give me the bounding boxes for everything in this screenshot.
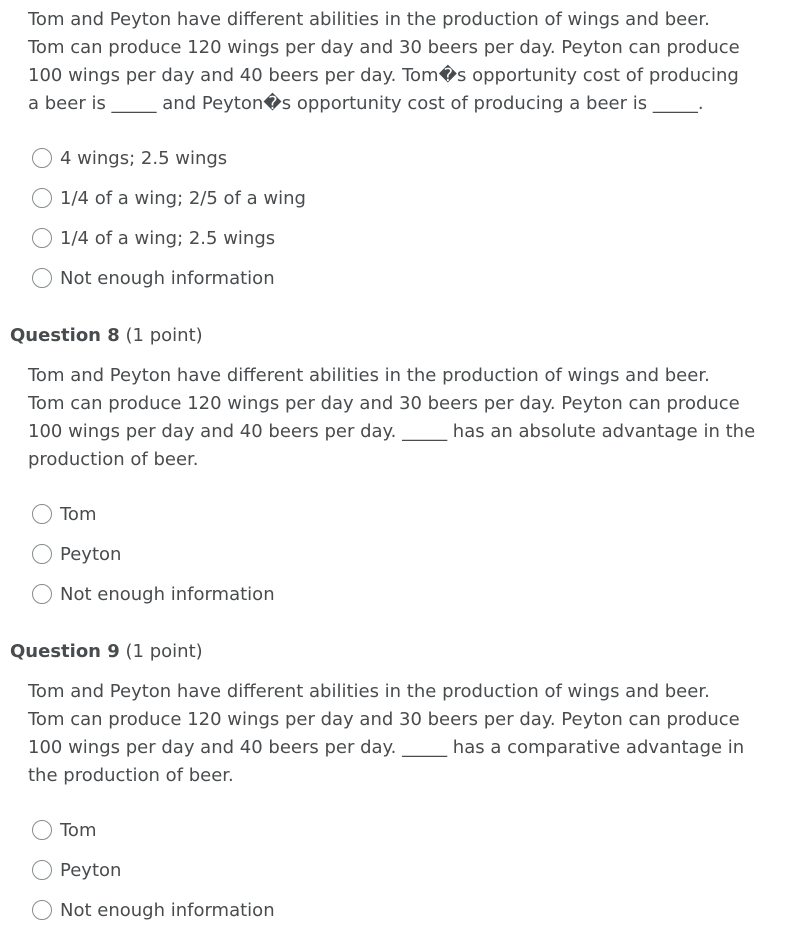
question-8-heading <box>10 324 203 348</box>
question-9-options <box>32 810 275 930</box>
question-title: Question 9 <box>10 641 120 662</box>
question-title: Question 8 <box>10 325 120 346</box>
question-8-option-3[interactable] <box>32 574 275 614</box>
question-text-line: Tom and Peyton have different abilities in the production of wings and beer. <box>28 9 710 30</box>
question-7-options <box>32 138 306 298</box>
option-label[interactable]: Tom <box>60 503 97 525</box>
option-label[interactable]: Peyton <box>60 859 122 881</box>
question-8-option-1[interactable] <box>32 494 275 534</box>
question-9-option-1[interactable] <box>32 810 275 850</box>
option-label[interactable]: Not enough information <box>60 267 275 289</box>
question-text-line: Tom can produce 120 wings per day and 30 beers per day. Peyton can produce <box>28 393 740 414</box>
question-text-line: Tom can produce 120 wings per day and 30 beers per day. Peyton can produce <box>28 709 740 730</box>
question-9-option-2[interactable] <box>32 850 275 890</box>
radio-button[interactable] <box>32 820 52 840</box>
radio-button[interactable] <box>32 268 52 288</box>
question-text-line: Tom and Peyton have different abilities in the production of wings and beer. <box>28 365 710 386</box>
radio-button[interactable] <box>32 544 52 564</box>
question-7-option-1[interactable] <box>32 138 306 178</box>
radio-button[interactable] <box>32 188 52 208</box>
question-8-options <box>32 494 275 614</box>
option-label[interactable]: Peyton <box>60 543 122 565</box>
question-7-option-2[interactable] <box>32 178 306 218</box>
question-text-line: Tom can produce 120 wings per day and 30 beers per day. Peyton can produce <box>28 37 740 58</box>
question-text-line: a beer is _____ and Peyton�s opportunity cost of producing a beer is _____. <box>28 93 704 114</box>
question-9-heading <box>10 640 203 664</box>
radio-button[interactable] <box>32 584 52 604</box>
question-8-option-2[interactable] <box>32 534 275 574</box>
option-label[interactable]: 1/4 of a wing; 2.5 wings <box>60 227 276 249</box>
question-text-line: production of beer. <box>28 449 199 470</box>
radio-button[interactable] <box>32 900 52 920</box>
question-text-line: the production of beer. <box>28 765 234 786</box>
question-text-line: 100 wings per day and 40 beers per day. _____ has a comparative advantage in <box>28 737 745 758</box>
option-label[interactable]: Not enough information <box>60 899 275 921</box>
question-text-line: 100 wings per day and 40 beers per day. Tom�s opportunity cost of producing <box>28 65 739 86</box>
question-7-text <box>28 6 758 118</box>
radio-button[interactable] <box>32 228 52 248</box>
question-text-line: Tom and Peyton have different abilities in the production of wings and beer. <box>28 681 710 702</box>
option-label[interactable]: Tom <box>60 819 97 841</box>
option-label[interactable]: 4 wings; 2.5 wings <box>60 147 228 169</box>
question-points: (1 point) <box>119 641 203 662</box>
question-points: (1 point) <box>119 325 203 346</box>
radio-button[interactable] <box>32 504 52 524</box>
question-9-option-3[interactable] <box>32 890 275 930</box>
question-text-line: 100 wings per day and 40 beers per day. _____ has an absolute advantage in the <box>28 421 756 442</box>
option-label[interactable]: 1/4 of a wing; 2/5 of a wing <box>60 187 306 209</box>
radio-button[interactable] <box>32 148 52 168</box>
question-7-option-4[interactable] <box>32 258 306 298</box>
question-8-text <box>28 362 758 474</box>
question-7-option-3[interactable] <box>32 218 306 258</box>
option-label[interactable]: Not enough information <box>60 583 275 605</box>
radio-button[interactable] <box>32 860 52 880</box>
question-9-text <box>28 678 758 790</box>
